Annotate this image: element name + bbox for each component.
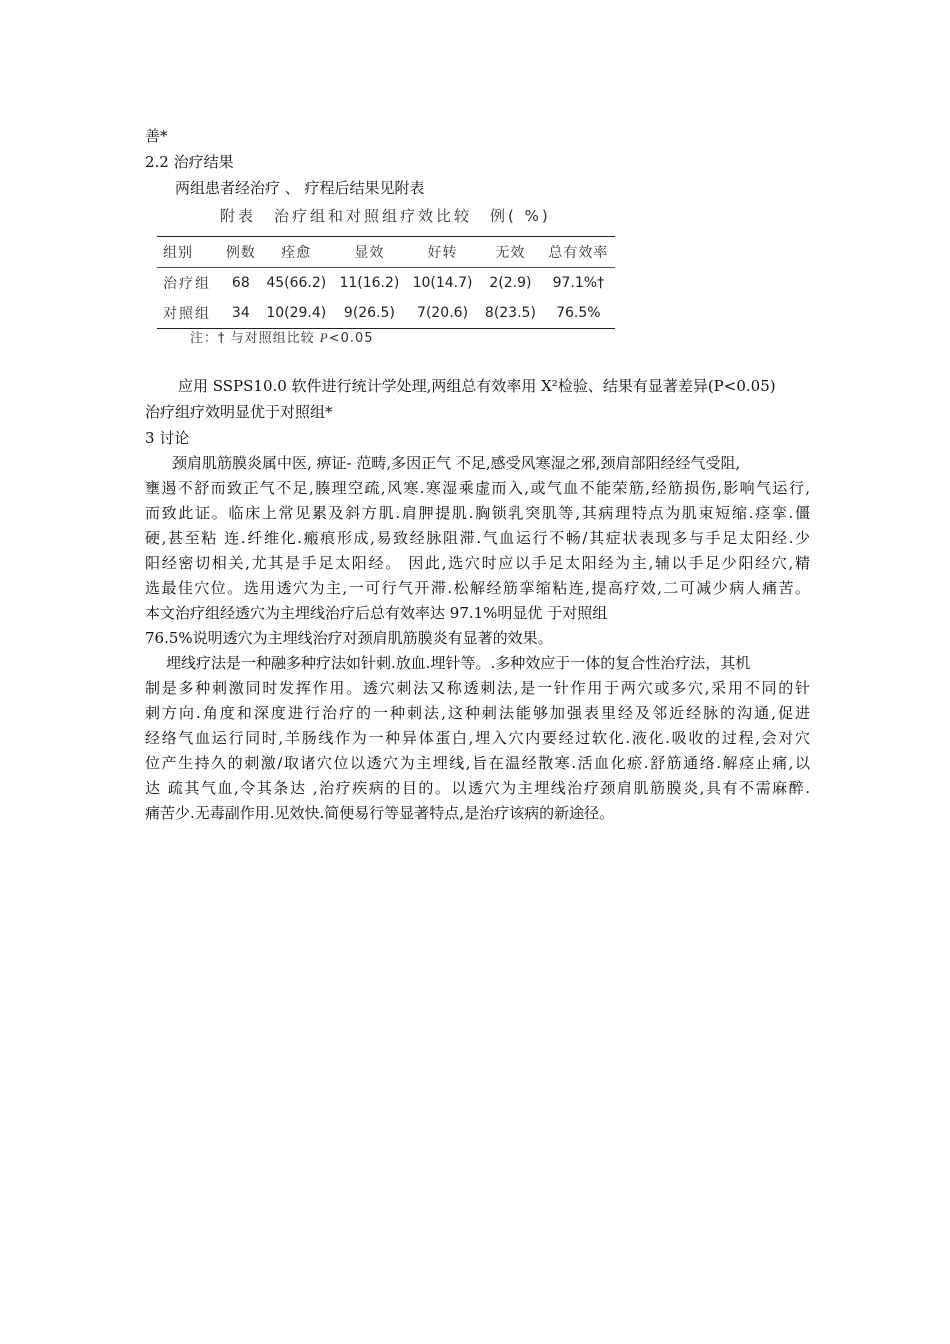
table-header-cell: 例数	[222, 237, 260, 268]
discussion-p1-line: 76.5%说明透穴为主埋线治疗对颈肩肌筋膜炎有显著的效果。	[145, 629, 553, 647]
discussion-p2-line: 埋线疗法是一种融多种疗法如针刺.放血.埋针等。.多种效应于一体的复合性治疗法，其机	[166, 654, 751, 672]
table-header-cell: 组别	[157, 237, 222, 268]
top-fragment: 善*	[145, 127, 168, 145]
table-header-row	[157, 237, 615, 268]
table-cell: 97.1%†	[552, 275, 605, 291]
discussion-p2-line: 刺方向.角度和深度进行治疗的一种刺法,这种刺法能够加强表里经及邻近经脉的沟通,促进	[145, 704, 810, 722]
table-cell: 68	[231, 275, 250, 291]
table-header-cell: 总有效率	[542, 237, 615, 268]
discussion-p1-line: 阳经密切相关,尤其是手足太阳经。 因此,选穴时应以手足太阳经为主,辅以手足少阳经穴,精	[145, 554, 810, 572]
discussion-p1-line: 硬,甚至粘 连.纤维化.瘢痕形成,易致经脉阻滞.气血运行不畅/其症状表现多与手足太阳经.少	[145, 529, 810, 547]
table-cell: 10(14.7)	[412, 275, 473, 291]
discussion-p1-line: 而致此证。临床上常见累及斜方肌.肩胛提肌.胸锁乳突肌等,其病理特点为肌束短缩.痉挛.僵	[145, 504, 810, 522]
table-cell: 9(26.5)	[343, 305, 395, 321]
section-heading-3: 3 讨论	[145, 429, 190, 447]
table-note-prefix: 注：† 与对照组比较	[190, 331, 320, 346]
table-cell: 2(2.9)	[489, 275, 532, 291]
table-cell: 10(29.4)	[266, 305, 327, 321]
discussion-p1-line: 本文治疗组经透穴为主埋线治疗后总有效率达 97.1%明显优 于对照组	[145, 604, 608, 622]
table-cell: 8(23.5)	[484, 305, 536, 321]
table-header-cell: 无效	[479, 237, 542, 268]
stats-line-2: 治疗组疗效明显优于对照组*	[145, 403, 333, 421]
table-cell: 76.5%	[556, 305, 601, 321]
section-heading-2-2: 2.2 治疗结果	[145, 153, 234, 171]
table-cell: 34	[231, 305, 250, 321]
discussion-p2-line: 达 疏其气血,令其条达 ,治疗疾病的目的。以透穴为主埋线治疗颈肩肌筋膜炎,具有不需麻醉.	[145, 779, 810, 797]
table-row	[157, 298, 615, 329]
discussion-p1-line: 颈肩肌筋膜炎属中医, 痹证- 范畴,多因正气 不足,感受风寒湿之邪,颈肩部阳经经气受阻,	[172, 454, 741, 472]
table-note-p: P	[319, 330, 329, 345]
discussion-p2-line: 制是多种刺激同时发挥作用。透穴刺法又称透刺法,是一针作用于两穴或多穴,采用不同的针	[145, 679, 810, 697]
stats-line-1: 应用 SSPS10.0 软件进行统计学处理,两组总有效率用 X²检验、结果有显著差异(P<0.05)	[178, 377, 776, 395]
results-intro: 两组患者经治疗 、 疗程后结果见附表	[175, 179, 425, 197]
discussion-p1-line: 选最佳穴位。选用透穴为主,一可行气开滞.松解经筋挛缩粘连,提高疗效,二可减少病人痛苦。	[145, 579, 810, 597]
table-header-cell: 显效	[333, 237, 406, 268]
table-cell: 治疗组	[163, 276, 211, 292]
table-cell: 7(20.6)	[417, 305, 469, 321]
table-row	[157, 268, 615, 299]
results-table	[157, 236, 615, 329]
discussion-p2-line: 痛苦少.无毒副作用.见效快.简便易行等显著特点,是治疗该病的新途径。	[145, 804, 615, 822]
discussion-p2-line: 经络气血运行同时,羊肠线作为一种异体蛋白,埋入穴内要经过软化.液化.吸收的过程,会对穴	[145, 729, 810, 747]
table-title: 附表 治疗组和对照组疗效比较 例( %)	[220, 207, 551, 225]
discussion-p2-line: 位产生持久的刺激/取诸穴位以透穴为主埋线,旨在温经散寒.活血化瘀.舒筋通络.解痉止痛,以	[145, 754, 810, 772]
table-note	[190, 327, 374, 346]
table-header-cell: 好转	[406, 237, 479, 268]
table-cell: 11(16.2)	[339, 275, 400, 291]
table-note-suffix: <0.05	[328, 331, 374, 346]
discussion-p1-line: 壅遏不舒而致正气不足,腠理空疏,风寒.寒湿乘虚而入,或气血不能荣筋,经筋损伤,影响气运行,	[145, 479, 810, 497]
table-cell: 45(66.2)	[266, 275, 327, 291]
table-cell: 对照组	[163, 306, 211, 322]
table-header-cell: 痊愈	[260, 237, 333, 268]
